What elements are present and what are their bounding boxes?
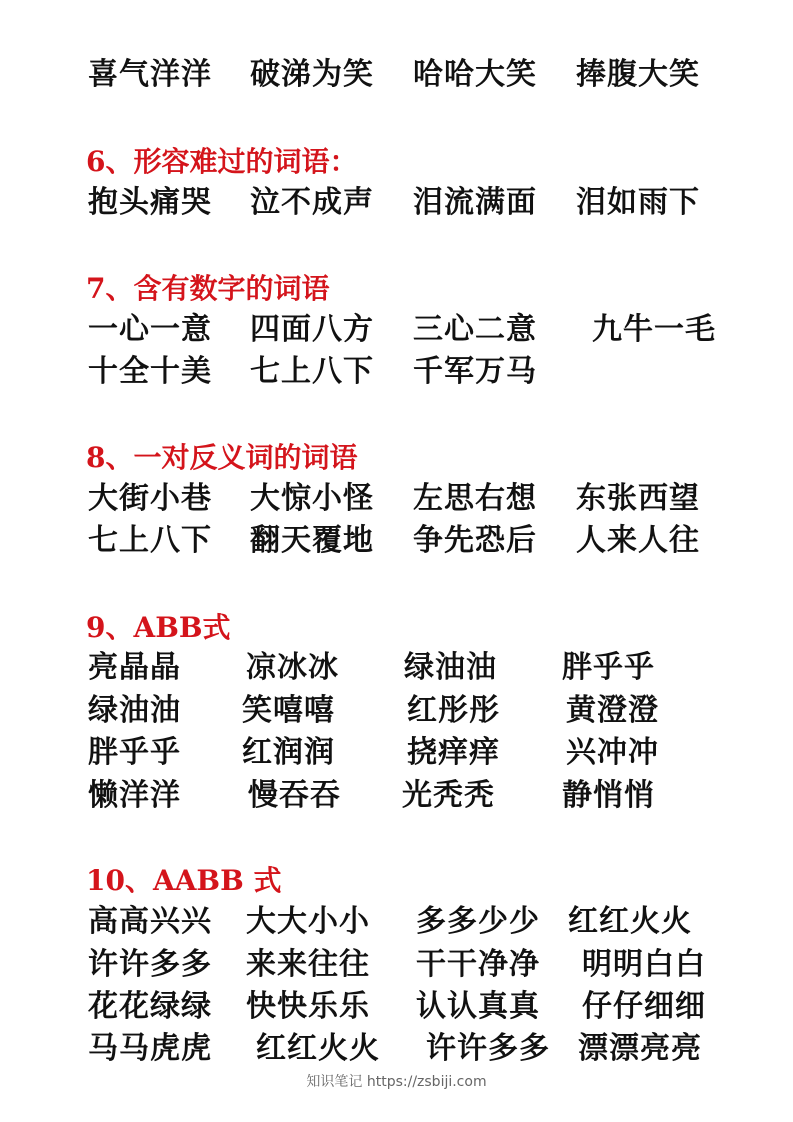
word-row: [0, 57, 793, 100]
word-row: [0, 778, 793, 821]
footer-watermark: 知识笔记 https://zsbiji.com: [306, 1074, 487, 1090]
section-heading-7: 7、含有数字的词语: [86, 272, 330, 305]
word: 许许多多: [88, 947, 212, 982]
word-row: [0, 185, 793, 228]
word: 四面八方: [250, 312, 374, 347]
word-row: [0, 312, 793, 355]
word: 红润润: [242, 735, 335, 770]
word: 绿油油: [404, 650, 497, 685]
word: 九牛一毛: [592, 312, 716, 347]
word: 认认真真: [416, 989, 540, 1024]
word: 七上八下: [88, 523, 212, 558]
word-row: [0, 735, 793, 778]
word: 捧腹大笑: [576, 57, 700, 92]
word: 争先恐后: [413, 523, 537, 558]
word-row: [0, 989, 793, 1032]
word: 光秃秃: [402, 778, 495, 813]
word: 兴冲冲: [566, 735, 659, 770]
word: 大大小小: [246, 904, 370, 939]
word: 翻天覆地: [250, 523, 374, 558]
word: 破涕为笑: [250, 57, 374, 92]
word-row: [0, 904, 793, 947]
word-row: [0, 693, 793, 736]
word: 花花绿绿: [88, 989, 212, 1024]
word: 高高兴兴: [88, 904, 212, 939]
section-heading-10: 10、AABB 式: [86, 864, 282, 897]
word: 凉冰冰: [246, 650, 339, 685]
word: 明明白白: [582, 947, 706, 982]
word: 大惊小怪: [250, 481, 374, 516]
word-row: [0, 481, 793, 524]
word: 东张西望: [576, 481, 700, 516]
word: 快快乐乐: [246, 989, 370, 1024]
word: 亮晶晶: [88, 650, 181, 685]
word: 三心二意: [413, 312, 537, 347]
word-row: [0, 1031, 793, 1074]
word: 千军万马: [413, 354, 537, 389]
word: 许许多多: [426, 1031, 550, 1066]
word: 来来往往: [246, 947, 370, 982]
word: 大街小巷: [88, 481, 212, 516]
word: 红红火火: [568, 904, 692, 939]
word: 笑嘻嘻: [242, 693, 335, 728]
word: 红红火火: [256, 1031, 380, 1066]
word: 泣不成声: [250, 185, 374, 220]
word-row: [0, 523, 793, 566]
word: 懒洋洋: [88, 778, 181, 813]
word: 慢吞吞: [248, 778, 341, 813]
word: 抱头痛哭: [88, 185, 212, 220]
word: 泪如雨下: [576, 185, 700, 220]
word: 多多少少: [416, 904, 540, 939]
word: 马马虎虎: [88, 1031, 212, 1066]
word: 静悄悄: [562, 778, 655, 813]
word: 绿油油: [88, 693, 181, 728]
word: 胖乎乎: [562, 650, 655, 685]
word: 挠痒痒: [407, 735, 500, 770]
word: 哈哈大笑: [413, 57, 537, 92]
section-heading-6: 6、形容难过的词语：: [86, 145, 358, 178]
word: 人来人往: [576, 523, 700, 558]
section-heading-8: 8、一对反义词的词语: [86, 441, 358, 474]
word: 胖乎乎: [88, 735, 181, 770]
word: 十全十美: [88, 354, 212, 389]
word: 漂漂亮亮: [578, 1031, 702, 1066]
word-row: [0, 354, 793, 397]
word-row: [0, 650, 793, 693]
word: 七上八下: [250, 354, 374, 389]
word: 黄澄澄: [566, 693, 659, 728]
section-heading-9: 9、ABB式: [86, 611, 231, 644]
word: 一心一意: [88, 312, 212, 347]
word: 泪流满面: [413, 185, 537, 220]
word-row: [0, 947, 793, 990]
word: 左思右想: [413, 481, 537, 516]
word: 喜气洋洋: [88, 57, 212, 92]
word: 干干净净: [416, 947, 540, 982]
word: 仔仔细细: [582, 989, 706, 1024]
word: 红彤彤: [407, 693, 500, 728]
